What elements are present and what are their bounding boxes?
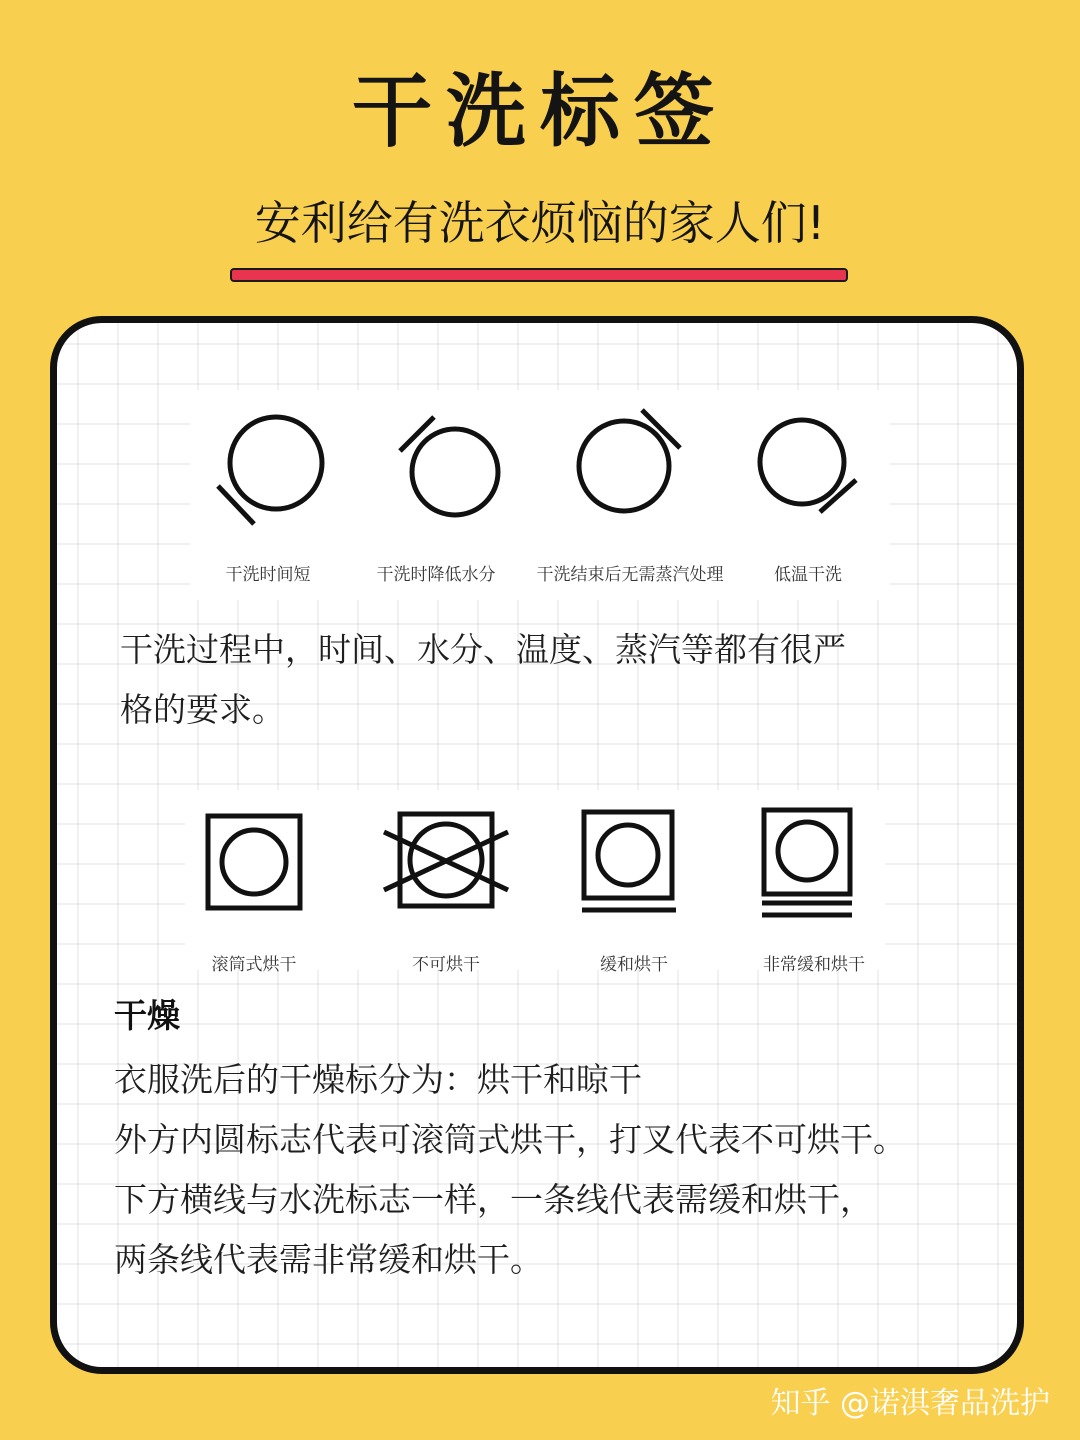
- text-line: 下方横线与水洗标志一样，一条线代表需缓和烘干，: [114, 1180, 873, 1219]
- circle-slash-bottom-left-icon: [208, 408, 338, 528]
- icon-label-tumble-dry: 滚筒式烘干: [211, 955, 297, 975]
- icon-label-gentle-tumble-dry: 缓和烘干: [600, 955, 668, 975]
- icon-label-very-gentle-tumble-dry: 非常缓和烘干: [763, 955, 865, 975]
- watermark: 知乎 @诺淇奢品洗护: [770, 1386, 1050, 1421]
- dry-clean-description: [120, 620, 846, 740]
- tumble-dry-icon: [204, 812, 304, 912]
- icon-label-low-temp-dry-clean: 低温干洗: [774, 565, 842, 585]
- circle-slash-bottom-right-icon: [752, 412, 872, 532]
- circle-slash-top-left-icon: [392, 408, 512, 528]
- icon-label-do-not-tumble-dry: 不可烘干: [412, 955, 480, 975]
- drying-description: [114, 1050, 906, 1290]
- do-not-tumble-dry-icon: [380, 810, 512, 910]
- subtitle: 安利给有洗衣烦恼的家人们!: [254, 196, 826, 250]
- circle-slash-top-right-icon: [570, 404, 690, 524]
- page-title: 干洗标签: [352, 65, 728, 158]
- text-line: 衣服洗后的干燥标分为：烘干和晾干: [114, 1060, 642, 1099]
- text-line: 格的要求。: [120, 690, 285, 729]
- subtitle-underline: [230, 268, 848, 282]
- drying-heading: 干燥: [114, 996, 180, 1035]
- icon-label-no-steam: 干洗结束后无需蒸汽处理: [536, 565, 724, 585]
- gentle-tumble-dry-icon: [580, 808, 680, 918]
- text-line: 两条线代表需非常缓和烘干。: [114, 1240, 543, 1279]
- text-line: 外方内圆标志代表可滚筒式烘干，打叉代表不可烘干。: [114, 1120, 906, 1159]
- icon-label-short-dry-clean: 干洗时间短: [225, 565, 311, 585]
- very-gentle-tumble-dry-icon: [760, 806, 860, 920]
- icon-label-reduced-moisture: 干洗时降低水分: [376, 565, 496, 585]
- text-line: 干洗过程中，时间、水分、温度、蒸汽等都有很严: [120, 630, 846, 669]
